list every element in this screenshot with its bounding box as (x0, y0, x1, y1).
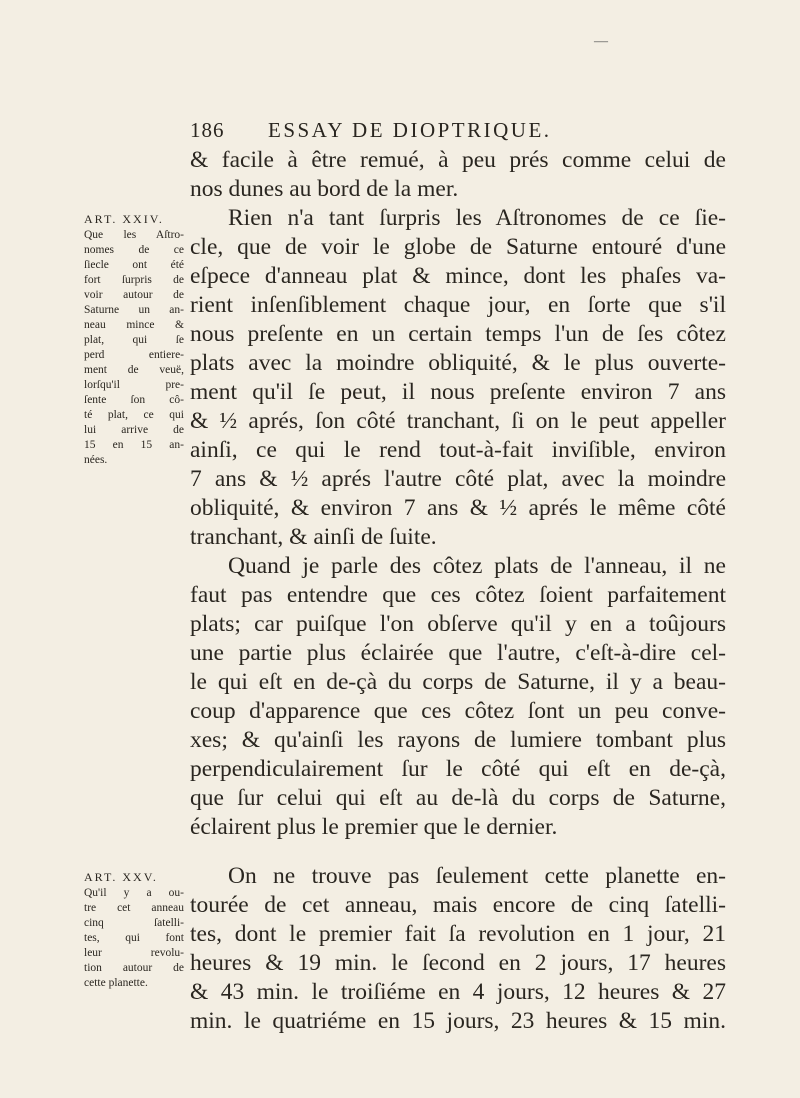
margin-note-line: Que les Aſtro- (84, 229, 184, 241)
text-line: que ſur celui qui eſt au de-là du corps de Saturne, (190, 785, 726, 811)
running-header (190, 118, 730, 143)
page-number: 186 (190, 118, 225, 142)
text-line: Quand je parle des côtez plats de l'anneau, il ne (228, 553, 726, 579)
text-line: Rien n'a tant ſurpris les Aſtronomes de ce ſie- (228, 205, 726, 231)
margin-note-line: ment de veuë, (84, 364, 184, 376)
text-line: une partie plus éclairée que l'autre, c'eſt-à-dire cel- (190, 640, 726, 666)
margin-note-line: fort ſurpris de (84, 274, 184, 286)
margin-note-line: Saturne un an- (84, 304, 184, 316)
text-line: ment qu'il ſe peut, il nous preſente environ 7 ans (190, 379, 726, 405)
text-line: xes; & qu'ainſi les rayons de lumiere tombant plus (190, 727, 726, 753)
margin-note-line: Qu'il y a ou- (84, 887, 184, 899)
text-line: plats; car puiſque l'on obſerve qu'il y en a toûjours (190, 611, 726, 637)
text-line: tourée de cet anneau, mais encore de cinq ſatelli- (190, 892, 726, 918)
margin-note-line: tes, qui font (84, 932, 184, 944)
text-line: ainſi, ce qui le rend tout-à-fait inviſible, environ (190, 437, 726, 463)
text-line: min. le quatriéme en 15 jours, 23 heures & 15 min. (190, 1008, 726, 1034)
top-mark: — (594, 34, 608, 49)
margin-note-line: tion autour de (84, 962, 184, 974)
text-line: cle, que de voir le globe de Saturne entouré d'une (190, 234, 726, 260)
text-line: eſpece d'anneau plat & mince, dont les phaſes va- (190, 263, 726, 289)
text-line: le qui eſt en de-çà du corps de Saturne, il y a beau- (190, 669, 726, 695)
margin-note-line: voir autour de (84, 289, 184, 301)
text-line: nous preſente en un certain temps l'un de ſes côtez (190, 321, 726, 347)
text-line: On ne trouve pas ſeulement cette planette en- (228, 863, 726, 889)
text-line: heures & 19 min. le ſecond en 2 jours, 17 heures (190, 950, 726, 976)
text-line: plats avec la moindre obliquité, & le plus ouverte- (190, 350, 726, 376)
text-line: & ½ aprés, ſon côté tranchant, ſi on le peut appeller (190, 408, 726, 434)
margin-note-line: perd entiere- (84, 349, 184, 361)
text-line: perpendiculairement ſur le côté qui eſt en de-çà, (190, 756, 726, 782)
margin-note-line: lorſqu'il pre- (84, 379, 184, 391)
margin-note-line: nées. (84, 454, 108, 466)
margin-note-line: tre cet anneau (84, 902, 184, 914)
margin-note-heading: ART. XXIV. (84, 212, 164, 226)
margin-note-line: plat, qui ſe (84, 334, 184, 346)
text-line: & facile à être remué, à peu prés comme celui de (190, 147, 726, 173)
margin-note-line: 15 en 15 an- (84, 439, 184, 451)
margin-note-line: cinq ſatelli- (84, 917, 184, 929)
text-line: tes, dont le premier fait ſa revolution en 1 jour, 21 (190, 921, 726, 947)
margin-note-heading: ART. XXV. (84, 870, 158, 884)
text-line: & 43 min. le troiſiéme en 4 jours, 12 heures & 27 (190, 979, 726, 1005)
margin-note-line: ſente ſon cô- (84, 394, 184, 406)
margin-note-line: cette planette. (84, 977, 148, 989)
text-line: rient inſenſiblement chaque jour, en ſorte que s'il (190, 292, 726, 318)
margin-note-line: neau mince & (84, 319, 184, 331)
margin-note-line: ſiecle ont été (84, 259, 184, 271)
margin-note-line: leur revolu- (84, 947, 184, 959)
margin-note-line: té plat, ce qui (84, 409, 184, 421)
text-line: faut pas entendre que ces côtez ſoient parfaitement (190, 582, 726, 608)
text-line: éclairent plus le premier que le dernier. (190, 814, 558, 840)
text-line: nos dunes au bord de la mer. (190, 176, 459, 202)
margin-note-line: nomes de ce (84, 244, 184, 256)
margin-note-line: lui arrive de (84, 424, 184, 436)
text-line: 7 ans & ½ aprés l'autre côté plat, avec la moindre (190, 466, 726, 492)
text-line: tranchant, & ainſi de ſuite. (190, 524, 437, 550)
running-title: ESSAY DE DIOPTRIQUE. (268, 118, 552, 142)
text-line: obliquité, & environ 7 ans & ½ aprés le même côté (190, 495, 726, 521)
text-line: coup d'apparence que ces côtez ſont un peu conve- (190, 698, 726, 724)
